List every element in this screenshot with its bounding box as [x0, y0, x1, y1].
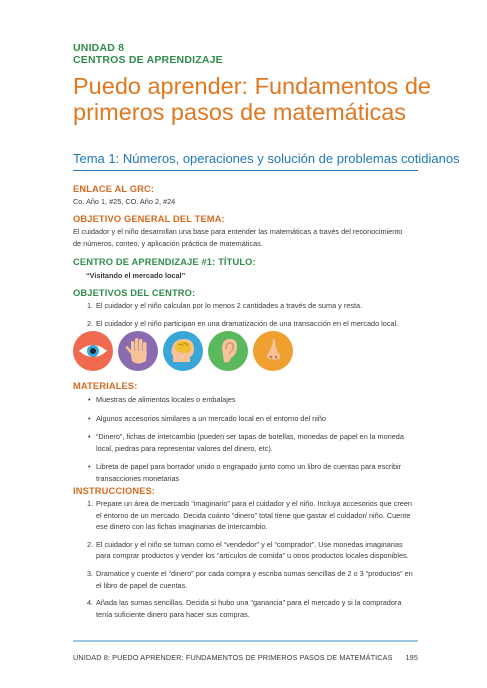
hand-icon — [118, 331, 158, 371]
footer-divider — [73, 640, 418, 642]
objetivo-general-heading: OBJETIVO GENERAL DEL TEMA: — [73, 214, 225, 224]
page-footer — [73, 653, 418, 662]
list-item: 3. Dramatice y cuente el “dinero” por cada compra y escriba sumas sencillas de 2 o 3 “productos” en el libro de papel de cuentas. — [87, 568, 413, 590]
objetivos-centro-list — [73, 300, 418, 329]
centro-title: “Visitando el mercado local” — [86, 271, 186, 280]
grc-heading: ENLACE AL GRC: — [73, 184, 155, 194]
list-item: • Muestras de alimentos locales o embalajes — [73, 394, 418, 406]
page-number: 195 — [405, 653, 418, 662]
list-item: 1. El cuidador y el niño calculan por lo menos 2 cantidades a través de suma y resta. — [87, 301, 363, 310]
ear-icon — [208, 331, 248, 371]
objetivos-centro-heading: OBJETIVOS DEL CENTRO: — [73, 288, 196, 298]
unit-header — [73, 42, 223, 66]
eye-icon — [73, 331, 113, 371]
materiales-heading: MATERIALES: — [73, 381, 138, 391]
objetivo-general-line-1: El cuidador y el niño desarrollan una base para entender las matemáticas a través del reconocimiento — [73, 227, 403, 236]
unit-label: UNIDAD 8 — [73, 42, 125, 54]
list-item: 2. El cuidador y el niño participan en una dramatización de una transacción en el mercado local. — [87, 318, 399, 328]
grc-text: Co. Año 1, #25, CO. Año 2, #24 — [73, 197, 176, 206]
list-item: • Algunos accesorios similares a un mercado local en el entorno del niño — [73, 413, 418, 425]
tema-heading: Tema 1: Números, operaciones y solución de problemas cotidianos — [73, 151, 418, 171]
section-label: CENTROS DE APRENDIZAJE — [73, 54, 223, 66]
list-item: 4. Añada las sumas sencillas. Decida si hubo una “ganancia” para el mercado y si la compradora tenía suficiente dinero para hacer sus compras. — [87, 598, 402, 619]
instrucciones-list — [73, 498, 418, 620]
list-item: • Libreta de papel para borrador unido o engrapado junto como un libro de cuentas para escribir transacciones monetarias — [73, 461, 418, 484]
title-line-2: primeros pasos de matemáticas — [73, 99, 407, 125]
instrucciones-heading: INSTRUCCIONES: — [73, 486, 156, 496]
nose-icon — [253, 331, 293, 371]
centro-heading: CENTRO DE APRENDIZAJE #1: TÍTULO: — [73, 257, 256, 267]
list-item: 1. Prepare un área de mercado “imaginario” para el cuidador y el niño. Incluya accesorios que creen el entorno de un mercado. Decida cuánto “dinero” total tiene que gastar el cuidador/ niño. Cuente ese dinero con las fichas imaginarias de intercambio. — [87, 499, 412, 532]
list-item: 2. El cuidador y el niño se turnan como el “vendedor” y el “comprador”. Use monedas imaginarias para comprar productos y vender los “artículos de comida” u otros productos locales disponibles. — [87, 539, 409, 561]
materiales-list — [73, 394, 418, 485]
objetivo-general-line-2: de números, conteo, y aplicación práctica de matemáticas. — [73, 239, 263, 248]
list-item: • “Dinero”, fichas de intercambio (pueden ser tapas de botellas, monedas de papel en la moneda local, piedras para representar valores del dinero, etc). — [73, 431, 418, 454]
footer-text: UNIDAD 8: PUEDO APRENDER: FUNDAMENTOS DE PRIMEROS PASOS DE MATEMÁTICAS — [73, 653, 393, 662]
brain-icon — [163, 331, 203, 371]
page-title — [73, 73, 453, 125]
title-line-1: Puedo aprender: Fundamentos de — [73, 73, 431, 99]
